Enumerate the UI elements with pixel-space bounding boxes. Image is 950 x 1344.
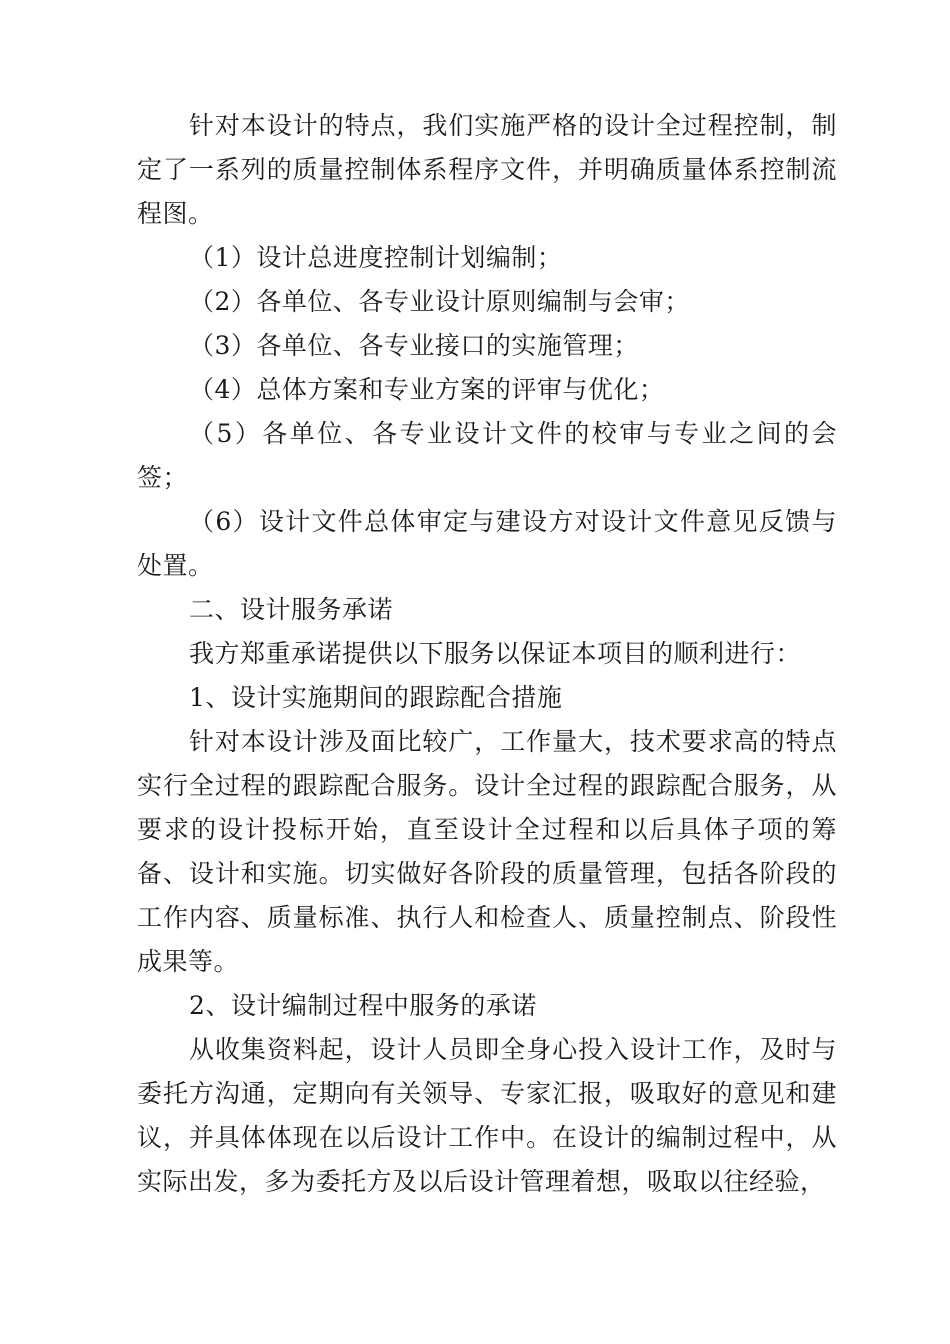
subsection-2-body: 从收集资料起，设计人员即全身心投入设计工作，及时与委托方沟通，定期向有关领导、专家汇报，吸取好的意见和建议，并具体体现在以后设计工作中。在设计的编制过程中，从实际出发，多为委托方及以后设计管理着想，吸取以往经验，	[137, 1035, 837, 1196]
subsection-2-heading: 2、设计编制过程中服务的承诺	[189, 991, 537, 1020]
list-item-6: （6）设计文件总体审定与建设方对设计文件意见反馈与处置。	[137, 507, 837, 580]
list-item-1: （1）设计总进度控制计划编制；	[189, 243, 563, 272]
section-intro: 我方郑重承诺提供以下服务以保证本项目的顺利进行：	[189, 639, 802, 668]
document-page	[137, 104, 837, 1204]
list-item-5: （5）各单位、各专业设计文件的校审与专业之间的会签；	[137, 419, 837, 492]
list-item-4: （4）总体方案和专业方案的评审与优化；	[189, 375, 665, 404]
section-heading: 二、设计服务承诺	[189, 595, 394, 624]
list-item-3: （3）各单位、各专业接口的实施管理；	[189, 331, 639, 360]
subsection-1-body: 针对本设计涉及面比较广，工作量大，技术要求高的特点实行全过程的跟踪配合服务。设计全过程的跟踪配合服务，从要求的设计投标开始，直至设计全过程和以后具体子项的筹备、设计和实施。切实做好各阶段的质量管理，包括各阶段的工作内容、质量标准、执行人和检查人、质量控制点、阶段性成果等。	[137, 727, 837, 976]
subsection-1-heading: 1、设计实施期间的跟踪配合措施	[189, 683, 563, 712]
list-item-2: （2）各单位、各专业设计原则编制与会审；	[189, 287, 690, 316]
intro-paragraph: 针对本设计的特点，我们实施严格的设计全过程控制，制定了一系列的质量控制体系程序文件，并明确质量体系控制流程图。	[137, 111, 837, 228]
